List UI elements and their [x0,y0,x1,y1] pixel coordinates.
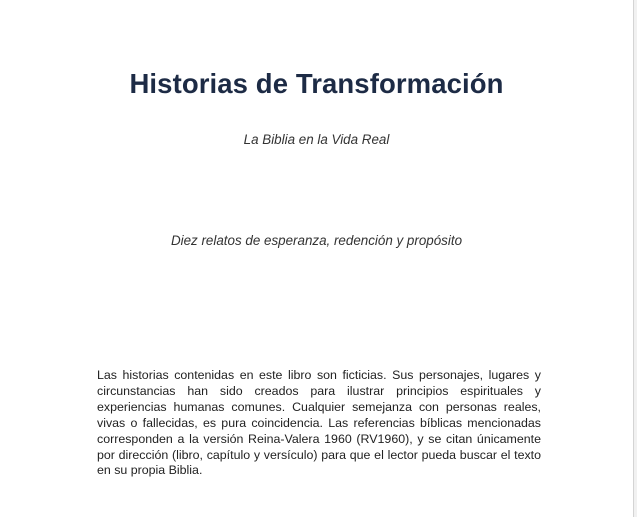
fiction-disclaimer: Las historias contenidas en este libro son ficticias. Sus personajes, lugares y circunstancias han sido creados para ilustrar principios espirituales y experiencias humanas comunes. Cualquier semejanza con personas reales, vivas o fallecidas, es pura coincidencia. Las referencias bíblicas mencionadas corresponden a la versión Reina-Valera 1960 (RV1960), y se citan únicamente por dirección (libro, capítulo y versículo) para que el lector pueda buscar el texto en su propia Biblia. [97,368,541,478]
book-tagline: Diez relatos de esperanza, redención y propósito [170,233,463,248]
book-title: Historias de Transformación [129,68,504,99]
book-subtitle: La Biblia en la Vida Real [243,132,390,147]
